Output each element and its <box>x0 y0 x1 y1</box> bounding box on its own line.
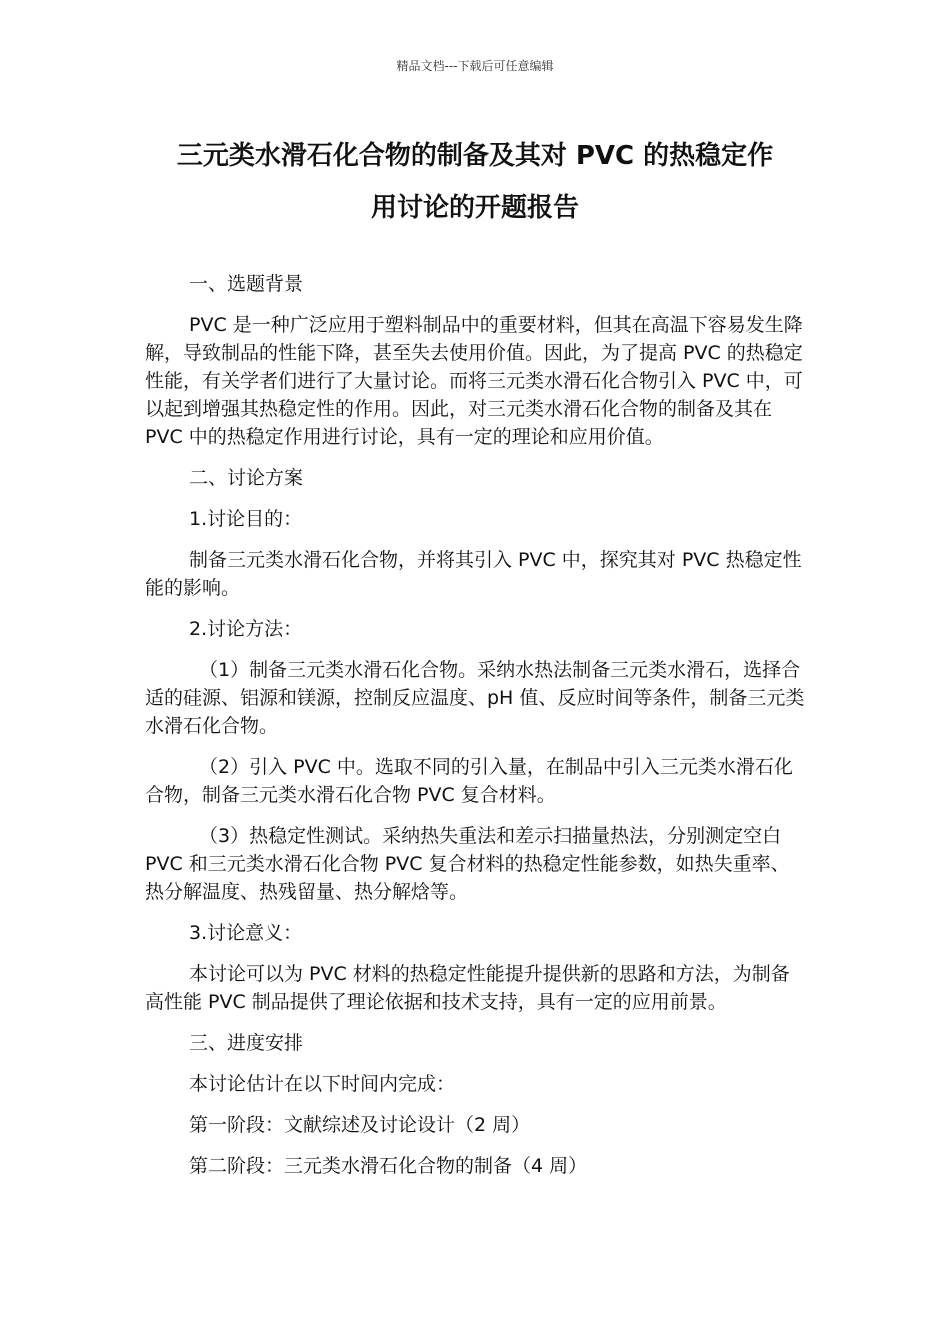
subheading-method: 2.讨论方法： <box>189 618 303 640</box>
method-item-2: （2）引入 PVC 中。选取不同的引入量，在制品中引入三元类水滑石化合物，制备三元类水滑石化合物 PVC 复合材料。 <box>145 756 793 806</box>
title-line-2: 用讨论的开题报告 <box>370 193 579 223</box>
section-heading-background: 一、选题背景 <box>189 273 304 295</box>
header-note: 精品文档---下载后可任意编辑 <box>396 59 554 73</box>
paragraph-purpose: 制备三元类水滑石化合物，并将其引入 PVC 中，探究其对 PVC 热稳定性能的影响。 <box>145 549 802 599</box>
paragraph-significance: 本讨论可以为 PVC 材料的热稳定性能提升提供新的思路和方法，为制备高性能 PVC 制品提供了理论依据和技术支持，具有一定的应用前景。 <box>145 963 790 1013</box>
section-heading-schedule: 三、进度安排 <box>189 1032 304 1054</box>
schedule-stage-1: 第一阶段：文献综述及讨论设计（2 周） <box>189 1114 531 1136</box>
method-item-1: （1）制备三元类水滑石化合物。采纳水热法制备三元类水滑石，选择合适的硅源、铝源和镁源，控制反应温度、pH 值、反应时间等条件，制备三元类水滑石化合物。 <box>145 659 805 737</box>
schedule-intro: 本讨论估计在以下时间内完成： <box>189 1073 456 1095</box>
schedule-stage-2: 第二阶段：三元类水滑石化合物的制备（4 周） <box>189 1155 588 1177</box>
title-line-1: 三元类水滑石化合物的制备及其对 PVC 的热稳定作 <box>176 141 774 171</box>
subheading-significance: 3.讨论意义： <box>189 922 303 944</box>
document-title <box>145 130 805 234</box>
paragraph-background: PVC 是一种广泛应用于塑料制品中的重要材料，但其在高温下容易发生降解，导致制品的性能下降，甚至失去使用价值。因此，为了提高 PVC 的热稳定性能，有关学者们进行了大量讨论。而将三元类水滑石化合物引入 PVC 中，可以起到增强其热稳定性的作用。因此，对三元类水滑石化合物的制备及其在 PVC 中的热稳定作用进行讨论，具有一定的理论和应用价值。 <box>145 314 803 448</box>
method-item-3: （3）热稳定性测试。采纳热失重法和差示扫描量热法，分别测定空白 PVC 和三元类水滑石化合物 PVC 复合材料的热稳定性能参数，如热失重率、热分解温度、热残留量、热分解焓等。 <box>145 825 790 903</box>
section-heading-plan: 二、讨论方案 <box>189 467 304 489</box>
subheading-purpose: 1.讨论目的： <box>189 508 303 530</box>
document-body <box>145 270 807 1193</box>
